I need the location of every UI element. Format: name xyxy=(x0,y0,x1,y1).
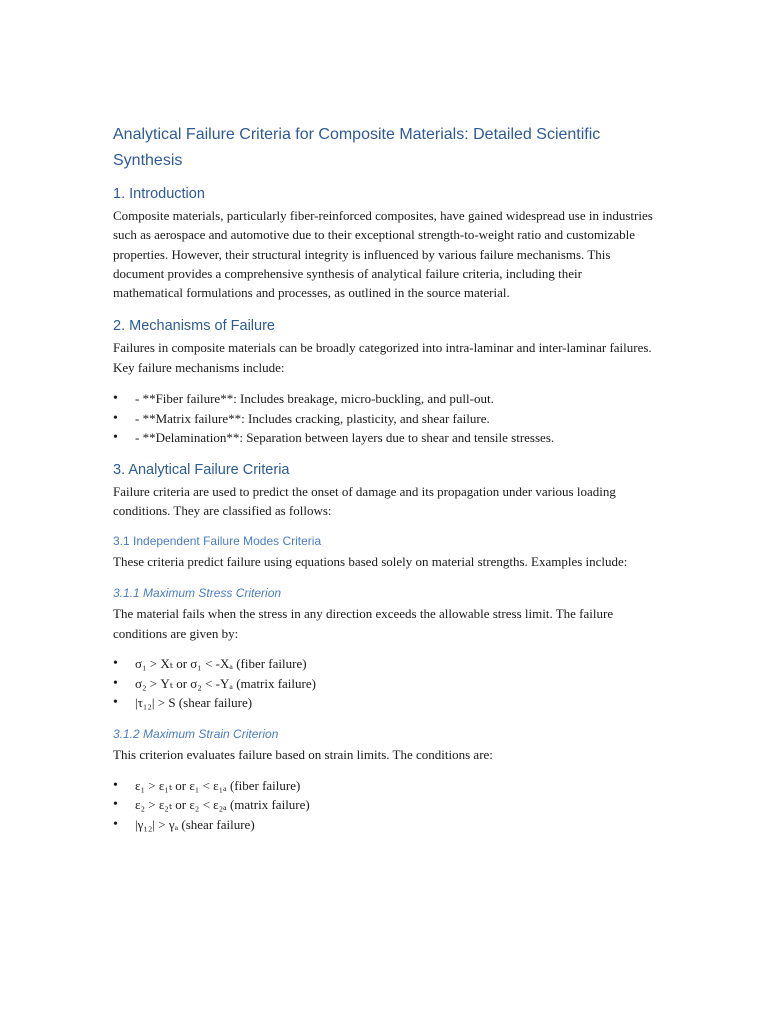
subsection-independent xyxy=(113,532,653,834)
subsubsection-heading: 3.1.2 Maximum Strain Criterion xyxy=(113,726,279,741)
subsection-heading: 3.1 Independent Failure Modes Criteria xyxy=(113,534,322,549)
subsubsection-heading: 3.1.1 Maximum Stress Criterion xyxy=(113,586,282,601)
paragraph: This criterion evaluates failure based on strain limits. The conditions are: xyxy=(113,746,493,762)
subsubsection-max-strain xyxy=(113,725,653,835)
bullet-list xyxy=(113,389,653,448)
bullet-list xyxy=(113,776,653,835)
list-item: • |τ₁₂| > S (shear failure) xyxy=(113,693,653,713)
section-heading: 1. Introduction xyxy=(113,186,205,202)
list-item: • σ₁ > Xₜ or σ₁ < -Xₐ (fiber failure) xyxy=(113,654,653,674)
list-item: • σ₂ > Yₜ or σ₂ < -Yₐ (matrix failure) xyxy=(113,674,653,694)
list-item: • ε₁ > ε₁ₜ or ε₁ < ε₁ₐ (fiber failure) xyxy=(113,776,653,796)
list-item: • |γ₁₂| > γₐ (shear failure) xyxy=(113,815,653,835)
list-item: • - **Matrix failure**: Includes cracking, plasticity, and shear failure. xyxy=(113,409,653,429)
section-introduction xyxy=(113,184,653,302)
paragraph: The material fails when the stress in any direction exceeds the allowable stress limit. The failure conditions are given by: xyxy=(113,606,614,641)
section-analytical-criteria xyxy=(113,460,653,835)
section-heading: 3. Analytical Failure Criteria xyxy=(113,461,290,478)
list-item: • ε₂ > ε₂ₜ or ε₂ < ε₂ₐ (matrix failure) xyxy=(113,795,653,815)
bullet-list xyxy=(113,654,653,713)
section-heading: 2. Mechanisms of Failure xyxy=(113,318,275,335)
paragraph: These criteria predict failure using equations based solely on material strengths. Examples include: xyxy=(113,554,628,570)
list-item: • - **Fiber failure**: Includes breakage, micro-buckling, and pull-out. xyxy=(113,389,653,409)
subsubsection-max-stress xyxy=(113,584,653,712)
section-mechanisms xyxy=(113,316,653,447)
paragraph: Failure criteria are used to predict the onset of damage and its propagation under various loading conditions. They are classified as follows: xyxy=(113,483,616,518)
document-body xyxy=(113,122,653,834)
paragraph: Composite materials, particularly fiber-reinforced composites, have gained widespread use in industries such as aerospace and automotive due to their exceptional strength-to-weight ratio and customizable properties. However, their structural integrity is influenced by various failure mechanisms. This document provides a comprehensive synthesis of analytical failure criteria, including their mathematical formulations and processes, as outlined in the source material. xyxy=(113,208,653,301)
document-title: Analytical Failure Criteria for Composite Materials: Detailed Scientific Synthesis xyxy=(113,126,601,169)
list-item: • - **Delamination**: Separation between layers due to shear and tensile stresses. xyxy=(113,428,653,448)
paragraph: Failures in composite materials can be broadly categorized into intra-laminar and inter-laminar failures. Key failure mechanisms include: xyxy=(113,340,652,375)
